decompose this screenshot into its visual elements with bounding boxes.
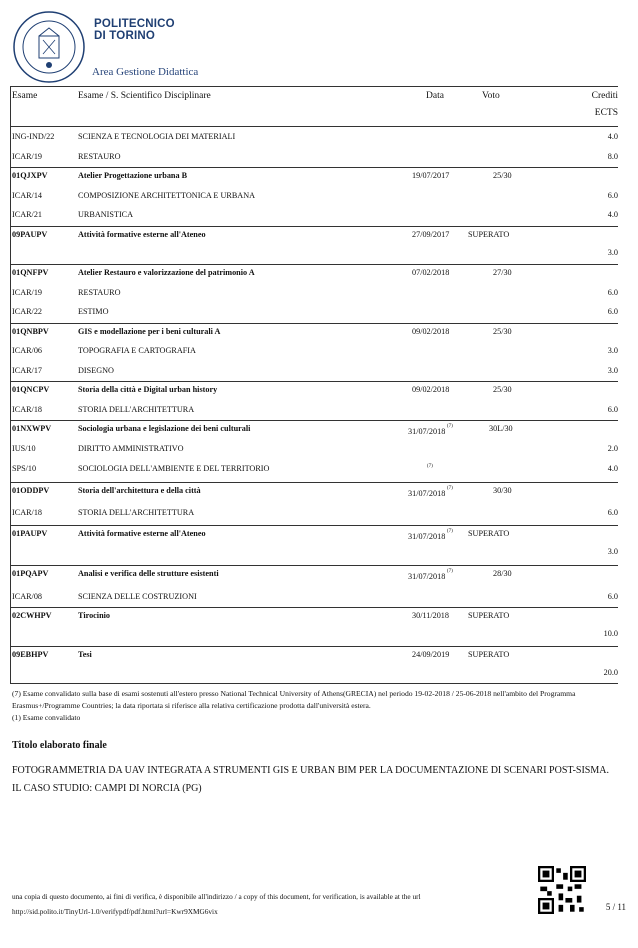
- footnote-1: (1) Esame convalidato: [12, 713, 81, 722]
- header-grade: Voto: [482, 91, 500, 101]
- exam-credits: 2.0: [607, 444, 618, 453]
- exam-code: 01PAUPV: [12, 529, 48, 538]
- exam-title: Attività formative esterne all'Ateneo: [78, 230, 206, 239]
- exam-code: 01QNBPV: [12, 327, 49, 336]
- header-title: Esame / S. Scientifico Disciplinare: [78, 91, 211, 101]
- exam-title: RESTAURO: [78, 288, 121, 297]
- exam-separator: [10, 646, 618, 647]
- exam-code: ICAR/06: [12, 346, 43, 355]
- exam-grade: SUPERATO: [468, 230, 510, 239]
- exam-grade: SUPERATO: [468, 529, 510, 538]
- verification-url[interactable]: http://sid.polito.it/TinyUrl-1.0/verifypdf/pdf.html?url=Kwr9XMG6vix: [12, 907, 218, 916]
- exam-title: SCIENZA DELLE COSTRUZIONI: [78, 592, 197, 601]
- exam-title: TOPOGRAFIA E CARTOGRAFIA: [78, 346, 196, 355]
- university-seal-logo: [12, 10, 86, 84]
- exam-credits: 6.0: [607, 288, 618, 297]
- exam-credits: 6.0: [607, 405, 618, 414]
- exam-separator: [10, 482, 618, 483]
- exam-grade: 25/30: [493, 171, 512, 180]
- exam-title: RESTAURO: [78, 152, 121, 161]
- exam-date: 31/07/2018: [408, 427, 446, 436]
- exam-title: Tirocinio: [78, 611, 110, 620]
- header-bottom-rule: [10, 126, 618, 127]
- exam-code: ICAR/19: [12, 152, 43, 161]
- exam-separator: [10, 167, 618, 168]
- office-name: Area Gestione Didattica: [92, 66, 199, 78]
- exam-date: 07/02/2018: [412, 268, 450, 277]
- exam-separator: [10, 420, 618, 421]
- exam-title: Attività formative esterne all'Ateneo: [78, 529, 206, 538]
- exam-credits: 6.0: [607, 592, 618, 601]
- exam-date: 31/07/2018: [408, 532, 446, 541]
- exam-grade: 25/30: [493, 327, 512, 336]
- exam-title: Tesi: [78, 650, 92, 659]
- header-credits: Crediti: [591, 91, 618, 101]
- exam-note-ref: (7): [427, 464, 433, 469]
- exam-separator: [10, 565, 618, 566]
- exam-title: Sociologia urbana e legislazione dei beni culturali: [78, 424, 251, 433]
- exam-title: DISEGNO: [78, 366, 114, 375]
- exam-code: 01QNFPV: [12, 268, 49, 277]
- exam-note-ref: (7): [447, 569, 453, 574]
- institution-name: POLITECNICO DI TORINO: [94, 18, 175, 42]
- exam-separator: [10, 264, 618, 265]
- exam-code: SPS/10: [12, 464, 37, 473]
- exam-title: URBANISTICA: [78, 210, 134, 219]
- exam-separator: [10, 381, 618, 382]
- exam-grade: SUPERATO: [468, 650, 510, 659]
- exam-title: GIS e modellazione per i beni culturali A: [78, 327, 221, 336]
- exam-title: Storia dell'architettura e della città: [78, 486, 201, 495]
- exam-code: ING-IND/22: [12, 132, 55, 141]
- exam-date: 27/09/2017: [412, 230, 450, 239]
- exam-credits: 8.0: [607, 152, 618, 161]
- verification-note: una copia di questo documento, ai fini di verifica, è disponibile all'indirizzo / a copy of this document, for verification, is available at the url: [12, 892, 421, 901]
- exam-code: ICAR/21: [12, 210, 43, 219]
- exam-code: ICAR/14: [12, 191, 43, 200]
- exam-code: 01QJXPV: [12, 171, 48, 180]
- exam-code: 09EBHPV: [12, 650, 49, 659]
- exam-note-ref: (7): [447, 424, 453, 429]
- thesis-title: FOTOGRAMMETRIA DA UAV INTEGRATA A STRUMENTI GIS E URBAN BIM PER LA DOCUMENTAZIONE DI SCENARI POST-SISMA. IL CASO STUDIO: CAMPI DI NORCIA (PG): [12, 765, 609, 794]
- exam-date: 31/07/2018: [408, 489, 446, 498]
- exam-grade: 28/30: [493, 569, 512, 578]
- exam-code: 02CWHPV: [12, 611, 52, 620]
- exam-title: Analisi e verifica delle strutture esistenti: [78, 569, 219, 578]
- exam-separator: [10, 323, 618, 324]
- exam-grade: SUPERATO: [468, 611, 510, 620]
- exam-title: COMPOSIZIONE ARCHITETTONICA E URBANA: [78, 191, 256, 200]
- exam-credits: 3.0: [607, 366, 618, 375]
- exam-credits: 3.0: [607, 346, 618, 355]
- exam-title: Storia della città e Digital urban history: [78, 385, 218, 394]
- exam-separator: [10, 525, 618, 526]
- exam-code: 09PAUPV: [12, 230, 48, 239]
- exam-credits: 10.0: [603, 629, 618, 638]
- exam-code: IUS/10: [12, 444, 36, 453]
- exam-title: Atelier Progettazione urbana B: [78, 171, 188, 180]
- exam-code: ICAR/17: [12, 366, 43, 375]
- exam-title: SOCIOLOGIA DELL'AMBIENTE E DEL TERRITORIO: [78, 464, 270, 473]
- header-code: Esame: [12, 91, 38, 101]
- exam-separator: [10, 226, 618, 227]
- footnote-7: (7) Esame convalidato sulla base di esami sostenuti all'estero presso National Technical University of Athens(GRECIA) nel periodo 19-02-2018 / 25-06-2018 nell'ambito del Programma Erasmus+/Programme Countries; la data riportata si riferisce alla relativa certificazione prodotta dall'università estera.: [12, 689, 576, 710]
- exam-credits: 4.0: [607, 464, 618, 473]
- exam-code: 01NXWPV: [12, 424, 52, 433]
- exam-code: 01PQAPV: [12, 569, 49, 578]
- exam-credits: 6.0: [607, 508, 618, 517]
- exam-code: ICAR/08: [12, 592, 43, 601]
- exam-date: 09/02/2018: [412, 385, 450, 394]
- exam-code: ICAR/22: [12, 307, 43, 316]
- exam-code: ICAR/18: [12, 405, 43, 414]
- table-left-border: [10, 86, 11, 683]
- exam-title: Atelier Restauro e valorizzazione del patrimonio A: [78, 268, 255, 277]
- exam-grade: 25/30: [493, 385, 512, 394]
- table-bottom-rule: [10, 683, 618, 684]
- exam-credits: 4.0: [607, 132, 618, 141]
- exam-credits: 20.0: [603, 668, 618, 677]
- exam-date: 31/07/2018: [408, 572, 446, 581]
- exam-date: 19/07/2017: [412, 171, 450, 180]
- exam-grade: 30/30: [493, 486, 512, 495]
- exam-grade: 30L/30: [489, 424, 513, 433]
- exam-credits: 6.0: [607, 191, 618, 200]
- thesis-heading: Titolo elaborato finale: [12, 740, 107, 751]
- exam-code: ICAR/19: [12, 288, 43, 297]
- exam-note-ref: (7): [447, 529, 453, 534]
- exam-date: 30/11/2018: [412, 611, 449, 620]
- exam-separator: [10, 607, 618, 608]
- qr-code-icon: [538, 866, 586, 914]
- exam-code: ICAR/18: [12, 508, 43, 517]
- table-top-rule: [10, 86, 618, 87]
- exam-title: SCIENZA E TECNOLOGIA DEI MATERIALI: [78, 132, 236, 141]
- exam-code: 01QNCPV: [12, 385, 50, 394]
- header-credits-ects: ECTS: [594, 108, 618, 118]
- exam-title: DIRITTO AMMINISTRATIVO: [78, 444, 184, 453]
- exam-title: STORIA DELL'ARCHITETTURA: [78, 405, 195, 414]
- header-date: Data: [426, 91, 444, 101]
- exam-date: 24/09/2019: [412, 650, 450, 659]
- exam-grade: 27/30: [493, 268, 512, 277]
- exam-note-ref: (7): [447, 486, 453, 491]
- exam-credits: 3.0: [607, 547, 618, 556]
- exam-code: 01ODDPV: [12, 486, 50, 495]
- exam-date: 09/02/2018: [412, 327, 450, 336]
- exam-title: STORIA DELL'ARCHITETTURA: [78, 508, 195, 517]
- exam-credits: 4.0: [607, 210, 618, 219]
- exam-title: ESTIMO: [78, 307, 109, 316]
- page-number: 5 / 11: [605, 902, 626, 912]
- exam-credits: 6.0: [607, 307, 618, 316]
- exam-credits: 3.0: [607, 248, 618, 257]
